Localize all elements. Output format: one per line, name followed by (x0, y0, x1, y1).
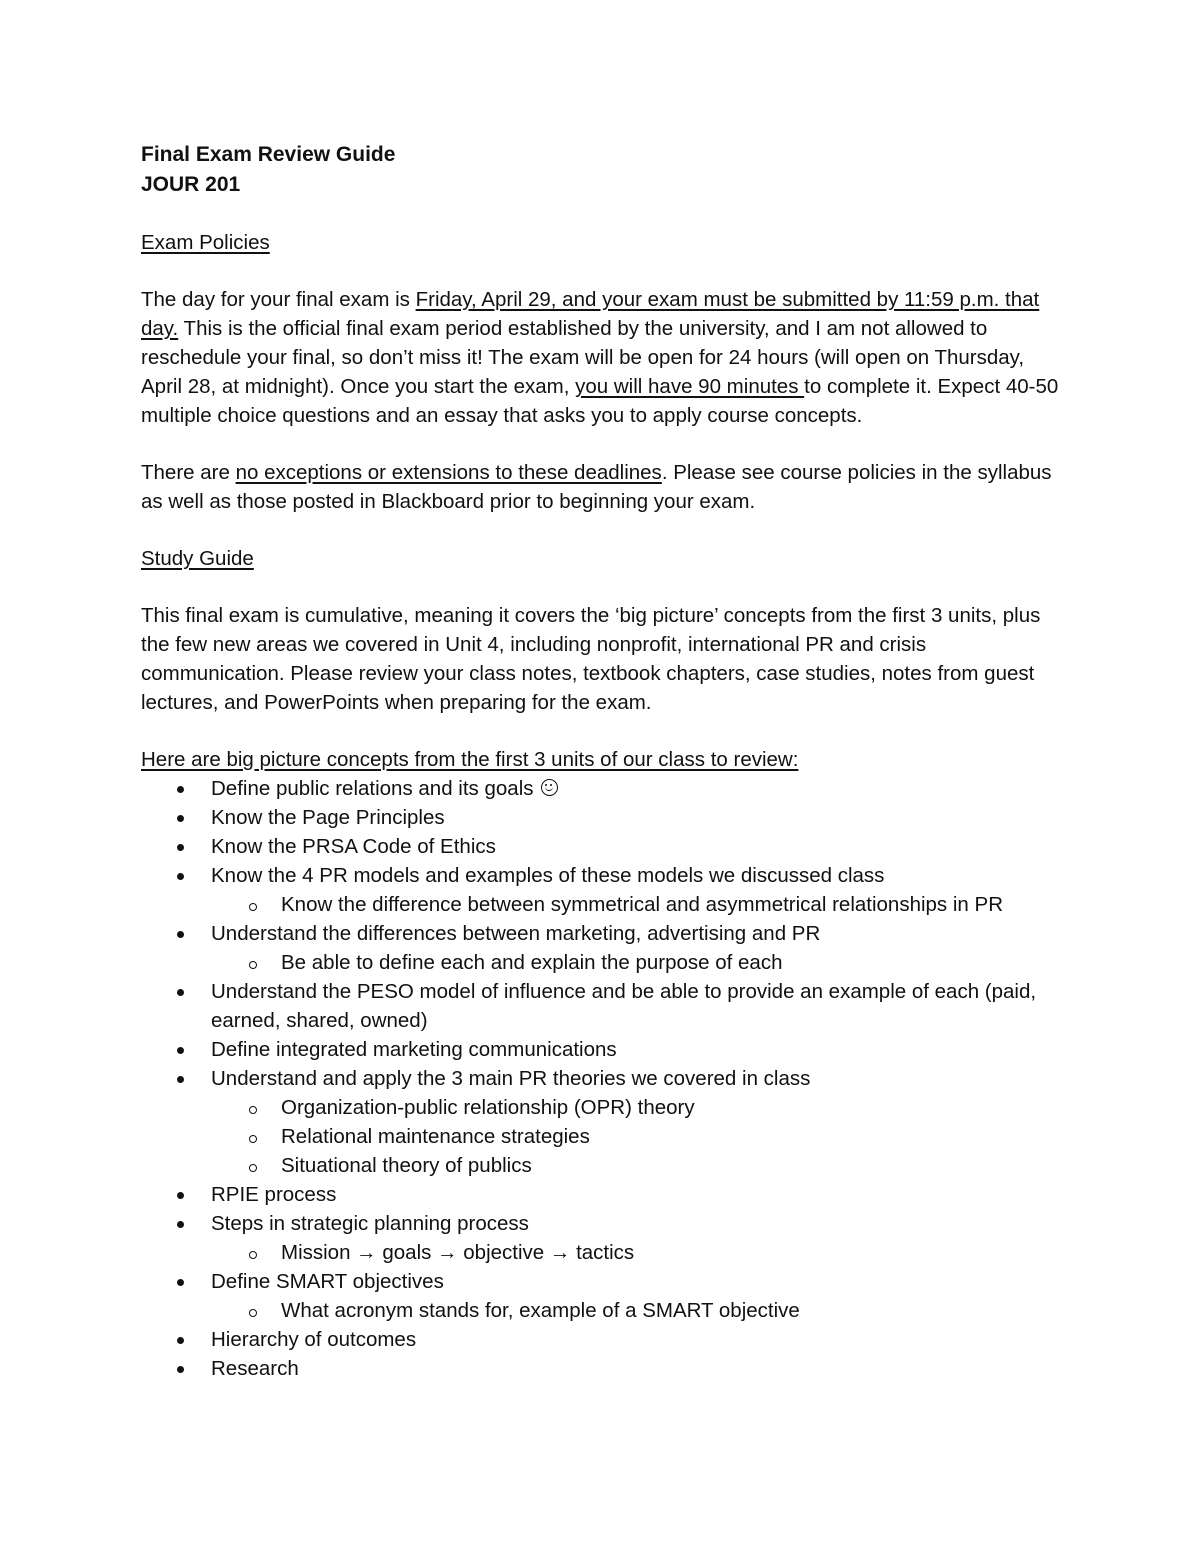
document-title: Final Exam Review Guide (141, 143, 396, 166)
sub-list-item (211, 1238, 1066, 1267)
list-item (141, 1064, 1066, 1180)
list-item (141, 1267, 1066, 1325)
policy-p1-duration: you will have 90 minutes (575, 375, 805, 398)
sub-list-item-text: Situational theory of publics (281, 1154, 532, 1177)
hollow-bullet-icon (249, 1309, 257, 1317)
sub-list (211, 1238, 1066, 1267)
policy-p2-no-exceptions: no exceptions or extensions to these deadlines (235, 461, 662, 484)
hollow-bullet-icon (249, 1135, 257, 1143)
bullet-icon (177, 1279, 184, 1286)
study-guide-intro: This final exam is cumulative, meaning it covers the ‘big picture’ concepts from the first 3 units, plus the few new areas we covered in Unit 4, including nonprofit, international PR and crisis communication. Please review your class notes, textbook chapters, case studies, notes from guest lectures, and PowerPoints when preparing for the exam. (141, 604, 1041, 714)
list-item (141, 774, 1066, 803)
sub-list-item (211, 1296, 1066, 1325)
list-item (141, 1325, 1066, 1354)
sub-list-item-text: Relational maintenance strategies (281, 1125, 590, 1148)
policy-p1-mid: This is the official final exam period established by the university, and I am not allowed to reschedule your final, so don’t miss it! The exam will be open for 24 hours (will open on Thursday, April 28, at midnight). Once you start the exam, (141, 317, 1025, 398)
bullet-icon (177, 1047, 184, 1054)
sub-list-item (211, 1093, 1066, 1122)
hollow-bullet-icon (249, 1251, 257, 1259)
list-item-text: Know the 4 PR models and examples of these models we discussed class (211, 864, 885, 887)
bullet-icon (177, 1221, 184, 1228)
smiley-icon (541, 779, 558, 796)
policy-p2-tail: . Please see course policies in the syllabus as well as those posted in Blackboard prior to beginning your exam. (141, 461, 1052, 513)
bullet-icon (177, 931, 184, 938)
course-code: JOUR 201 (141, 173, 241, 196)
concept-list (141, 774, 1066, 1383)
bullet-icon (177, 989, 184, 996)
bullet-icon (177, 1366, 184, 1373)
sub-list-item-text: Know the difference between symmetrical and asymmetrical relationships in PR (281, 893, 1004, 916)
exam-policies-paragraph-1 (141, 285, 1066, 430)
bullet-icon (177, 1192, 184, 1199)
hollow-bullet-icon (249, 1106, 257, 1114)
list-item (141, 1035, 1066, 1064)
list-item-text: Know the PRSA Code of Ethics (211, 835, 496, 858)
sub-list-item (211, 1151, 1066, 1180)
bullet-icon (177, 786, 184, 793)
exam-policies-heading: Exam Policies (141, 231, 270, 254)
policy-p1-lead: The day for your final exam is (141, 288, 416, 311)
list-item-text: Understand and apply the 3 main PR theories we covered in class (211, 1067, 811, 1090)
bullet-icon (177, 1337, 184, 1344)
policy-p1-deadline: Friday, April 29, and your exam must be submitted by 11:59 p.m. that day. (141, 288, 1040, 340)
list-item-text: Understand the differences between marketing, advertising and PR (211, 922, 821, 945)
list-item (141, 861, 1066, 919)
sub-list-item (211, 890, 1066, 919)
list-item-text: Steps in strategic planning process (211, 1212, 529, 1235)
bullet-icon (177, 873, 184, 880)
list-item-text: Define public relations and its goals (211, 777, 534, 800)
sub-list (211, 890, 1066, 919)
list-item-text: Define SMART objectives (211, 1270, 444, 1293)
sub-list (211, 1296, 1066, 1325)
list-item (141, 832, 1066, 861)
sub-list-item-text: Mission → goals → objective → tactics (281, 1241, 635, 1264)
hollow-bullet-icon (249, 903, 257, 911)
hollow-bullet-icon (249, 961, 257, 969)
list-item (141, 1180, 1066, 1209)
study-guide-heading: Study Guide (141, 547, 254, 570)
bullet-icon (177, 815, 184, 822)
list-item-text: Research (211, 1357, 299, 1380)
policy-p2-lead: There are (141, 461, 236, 484)
sub-list-item-text: Organization-public relationship (OPR) theory (281, 1096, 695, 1119)
list-item-text: RPIE process (211, 1183, 337, 1206)
sub-list-item (211, 1122, 1066, 1151)
list-item-text: Understand the PESO model of influence and be able to provide an example of each (paid, earned, shared, owned) (211, 980, 1037, 1032)
list-item (141, 803, 1066, 832)
sub-list-item-text: What acronym stands for, example of a SMART objective (281, 1299, 800, 1322)
sub-list-item (211, 948, 1066, 977)
concepts-list-heading: Here are big picture concepts from the first 3 units of our class to review: (141, 748, 799, 771)
bullet-icon (177, 1076, 184, 1083)
list-item (141, 919, 1066, 977)
sub-list (211, 948, 1066, 977)
bullet-icon (177, 844, 184, 851)
list-item (141, 1209, 1066, 1267)
list-item (141, 1354, 1066, 1383)
exam-policies-paragraph-2 (141, 458, 1066, 516)
hollow-bullet-icon (249, 1164, 257, 1172)
list-item-text: Define integrated marketing communications (211, 1038, 617, 1061)
sub-list-item-text: Be able to define each and explain the purpose of each (281, 951, 783, 974)
sub-list (211, 1093, 1066, 1180)
list-item (141, 977, 1066, 1035)
list-item-text: Hierarchy of outcomes (211, 1328, 417, 1351)
document-body (141, 140, 1066, 1383)
list-item-text: Know the Page Principles (211, 806, 445, 829)
policy-p1-tail: to complete it. Expect 40-50 multiple choice questions and an essay that asks you to apply course concepts. (141, 375, 1059, 427)
